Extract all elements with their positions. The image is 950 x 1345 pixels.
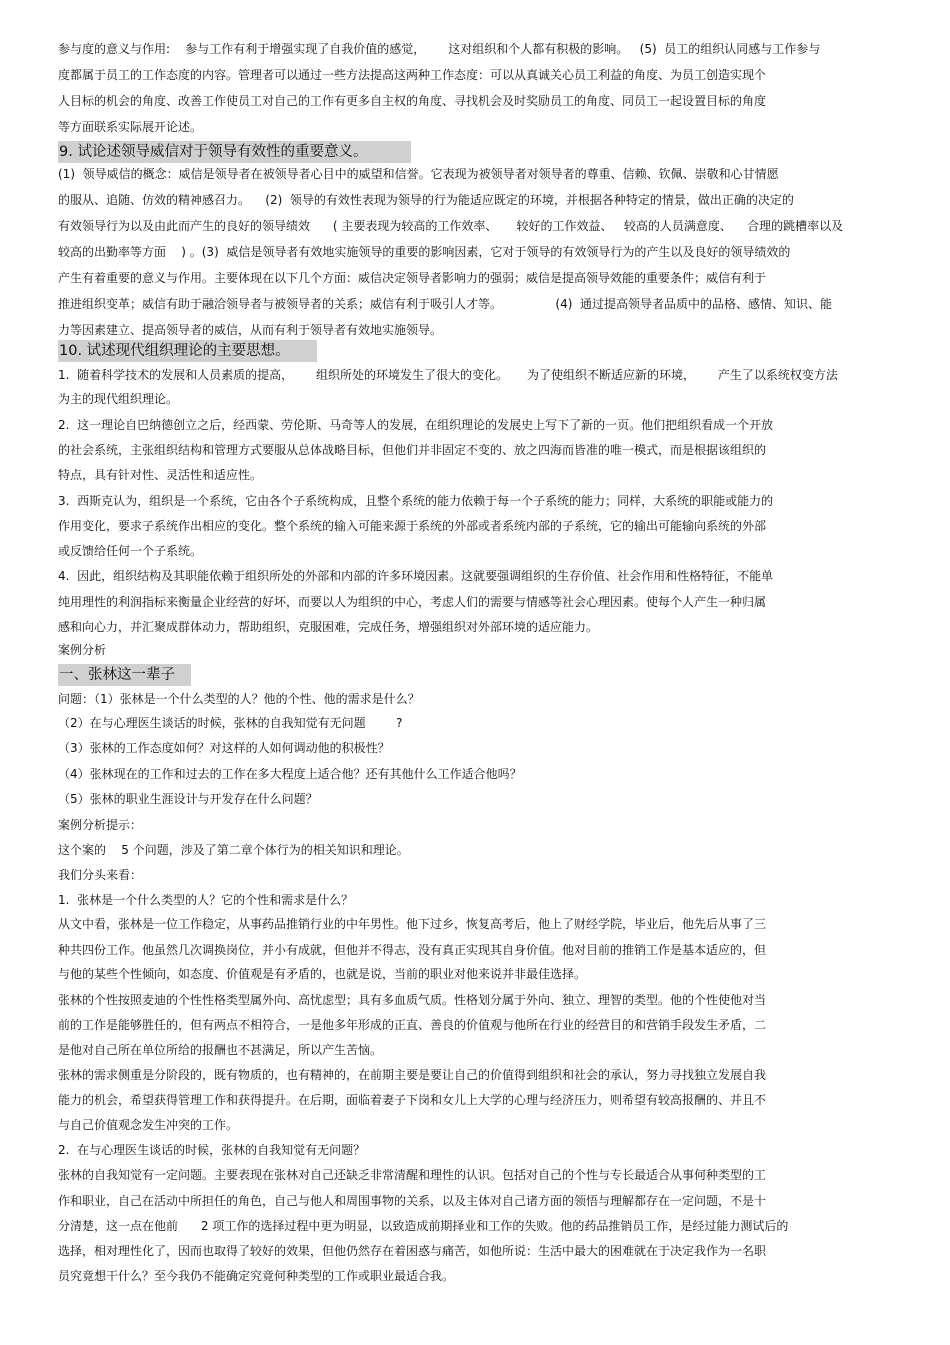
section-heading-q9: 9. 试论述领导威信对于领导有效性的重要意义。 <box>58 141 411 163</box>
paragraph-line: 力等因素建立、提高领导者的威信，从而有利于领导者有效地实施领导。 <box>58 323 443 337</box>
paragraph-line: 前的工作是能够胜任的，但有两点不相符合，一是他多年形成的正直、善良的价值观与他所在行业的经营目的和营销手段发生矛盾，二 <box>58 1018 767 1032</box>
paragraph-line: 我们分头来看： <box>58 868 143 882</box>
paragraph-line: 与他的某些个性倾向，如态度、价值观是有矛盾的，也就是说，当前的职业对他来说并非最佳选择。 <box>58 967 587 981</box>
paragraph-line: 种共四份工作。他虽然几次调换岗位，并小有成就，但他并不得志，没有真正实现其自身价值。他对目前的推销工作是基本适应的，但 <box>58 943 767 957</box>
paragraph-line: 或反馈给任何一个子系统。 <box>58 544 203 558</box>
paragraph-line: 有效领导行为以及由此而产生的良好的领导绩效 ( 主要表现为较高的工作效率、 较好的工作效益、 较高的人员满意度、 合理的跳槽率以及 <box>58 219 844 233</box>
paragraph-line: 分清楚，这一点在他前 2 项工作的选择过程中更为明显，以致造成前期择业和工作的失败。他的药品推销员工作，是经过能力测试后的 <box>58 1219 789 1233</box>
section-heading-case1: 一、张林这一辈子 <box>58 664 191 686</box>
paragraph-line: 选择，相对理性化了，因而也取得了较好的效果，但他仍然存在着困惑与痛苦，如他所说：生活中最大的困难就在于决定我作为一名职 <box>58 1244 767 1258</box>
paragraph-line: 2. 在与心理医生谈话的时候，张林的自我知觉有无问题？ <box>58 1143 366 1157</box>
question-item: （4）张林现在的工作和过去的工作在多大程度上适合他？还有其他什么工作适合他吗？ <box>58 767 522 781</box>
paragraph-line: 作用变化，要求子系统作出相应的变化。整个系统的输入可能来源于系统的外部或者系统内部的子系统，它的输出可能输向系统的外部 <box>58 519 767 533</box>
paragraph-line: 张林的自我知觉有一定问题。主要表现在张林对自己还缺乏非常清醒和理性的认识。包括对自己的个性与专长最适合从事何种类型的工 <box>58 1168 767 1182</box>
paragraph-line: 3. 西斯克认为，组织是一个系统，它由各个子系统构成，且整个系统的能力依赖于每一个子系统的能力；同样，大系统的职能或能力的 <box>58 494 774 508</box>
paragraph-line: 等方面联系实际展开论述。 <box>58 120 203 134</box>
paragraph-line: 张林的个性按照麦迪的个性性格类型属外向、高忧虑型；具有多血质气质。性格划分属于外向、独立、理智的类型。他的个性使他对当 <box>58 993 767 1007</box>
paragraph-line: 这个案的 5 个问题，涉及了第二章个体行为的相关知识和理论。 <box>58 843 409 857</box>
section-heading-q10: 10. 试述现代组织理论的主要思想。 <box>58 340 317 362</box>
paragraph-line: 感和向心力，并汇聚成群体动力，帮助组织，克服困难，完成任务，增强组织对外部环境的适应能力。 <box>58 620 599 634</box>
paragraph-line: 能力的机会，希望获得管理工作和获得提升。在后期，面临着妻子下岗和女儿上大学的心理与经济压力，则希望有较高报酬的、并且不 <box>58 1093 767 1107</box>
paragraph-line: 案例分析提示： <box>58 818 143 832</box>
paragraph-line: 较高的出勤率等方面 ) 。(3) 威信是领导者有效地实施领导的重要的影响因素，它对于领导的有效领导行为的产生以及良好的领导绩效的 <box>58 245 791 259</box>
paragraph-line: 作和职业，自己在活动中所担任的角色，自己与他人和周围事物的关系，以及主体对自己诸方面的领悟与理解都存在一定问题，不是十 <box>58 1194 767 1208</box>
paragraph-line: 特点，具有针对性、灵活性和适应性。 <box>58 468 263 482</box>
question-item: （3）张林的工作态度如何？对这样的人如何调动他的积极性？ <box>58 741 390 755</box>
paragraph-line: 产生有着重要的意义与作用。主要体现在以下几个方面：威信决定领导者影响力的强弱；威信是提高领导效能的重要条件；威信有利于 <box>58 271 767 285</box>
paragraph-line: 的社会系统，主张组织结构和管理方式要服从总体战略目标，但他们并非固定不变的、放之四海而皆准的唯一模式，而是根据该组织的 <box>58 443 767 457</box>
paragraph-line: 从文中看，张林是一位工作稳定，从事药品推销行业的中年男性。他下过乡，恢复高考后，他上了财经学院，毕业后，他先后从事了三 <box>58 917 767 931</box>
paragraph-line: 纯用理性的利润指标来衡量企业经营的好坏，而要以人为组织的中心，考虑人们的需要与情感等社会心理因素。使每个人产生一种归属 <box>58 595 767 609</box>
paragraph-line: 2. 这一理论自巴纳德创立之后，经西蒙、劳伦斯、马奇等人的发展，在组织理论的发展史上写下了新的一页。他们把组织看成一个开放 <box>58 418 774 432</box>
paragraph-line: 员究竟想干什么？至今我仍不能确定究竟何种类型的工作或职业最适合我。 <box>58 1269 455 1283</box>
paragraph-line: 1. 张林是一个什么类型的人？它的个性和需求是什么？ <box>58 893 354 907</box>
paragraph-line: 1. 随着科学技术的发展和人员素质的提高， 组织所处的环境发生了很大的变化。 为了使组织不断适应新的环境， 产生了以系统权变方法 <box>58 368 838 382</box>
paragraph-line: 推进组织变革；威信有助于融洽领导者与被领导者的关系；威信有利于吸引人才等。 (4) 通过提高领导者品质中的品格、感情、知识、能 <box>58 297 833 311</box>
paragraph-line: 为主的现代组织理论。 <box>58 392 179 406</box>
case-analysis-label: 案例分析 <box>58 643 107 657</box>
question-item: 问题：（1）张林是一个什么类型的人？他的个性、他的需求是什么？ <box>58 692 420 706</box>
paragraph-line: (1) 领导威信的概念：威信是领导者在被领导者心目中的威望和信誉。它表现为被领导者对领导者的尊重、信赖、钦佩、崇敬和心甘情愿 <box>58 167 779 181</box>
paragraph-line: 的服从、追随、仿效的精神感召力。 (2) 领导的有效性表现为领导的行为能适应既定的环境，并根据各种特定的情景，做出正确的决定的 <box>58 193 794 207</box>
paragraph-line: 人目标的机会的角度、改善工作使员工对自己的工作有更多自主权的角度、寻找机会及时奖励员工的角度、同员工一起设置目标的角度 <box>58 94 767 108</box>
paragraph-line: 度都属于员工的工作态度的内容。管理者可以通过一些方法提高这两种工作态度：可以从真诚关心员工利益的角度、为员工创造实现个 <box>58 68 767 82</box>
paragraph-line: 参与度的意义与作用: 参与工作有利于增强实现了自我价值的感觉， 这对组织和个人都有积极的影响。 (5) 员工的组织认同感与工作参与 <box>58 42 821 56</box>
paragraph-line: 是他对自己所在单位所给的报酬也不甚满足，所以产生苦恼。 <box>58 1043 383 1057</box>
paragraph-line: 与自己价值观念发生冲突的工作。 <box>58 1118 239 1132</box>
paragraph-line: 张林的需求侧重是分阶段的，既有物质的，也有精神的，在前期主要是要让自己的价值得到组织和社会的承认，努力寻找独立发展自我 <box>58 1068 767 1082</box>
question-item: （2）在与心理医生谈话的时候，张林的自我知觉有无问题 ? <box>58 716 403 730</box>
question-item: （5）张林的职业生涯设计与开发存在什么问题？ <box>58 792 318 806</box>
paragraph-line: 4. 因此，组织结构及其职能依赖于组织所处的外部和内部的许多环境因素。这就要强调组织的生存价值、社会作用和性格特征，不能单 <box>58 569 774 583</box>
